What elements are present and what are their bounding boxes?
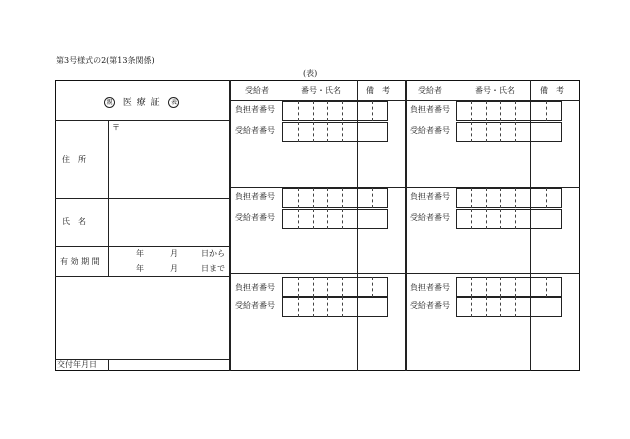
validity-from-month: 月 xyxy=(170,249,178,258)
payer-label: 負担者番号 xyxy=(235,105,275,114)
side-label: (表) xyxy=(303,69,318,78)
recipient-label: 受給者番号 xyxy=(235,301,275,310)
payer-label: 負担者番号 xyxy=(235,192,275,201)
suffix-mark: 表 xyxy=(168,97,179,108)
col-recipient: 受給者 xyxy=(245,86,269,95)
address-label: 住 所 xyxy=(62,155,86,164)
col-remarks: 備 考 xyxy=(366,86,390,95)
payer-label: 負担者番号 xyxy=(410,105,450,114)
col-number-name: 番号・氏名 xyxy=(301,86,341,95)
validity-from-day: 日から xyxy=(201,249,225,258)
postal-mark: 〒 xyxy=(112,123,120,132)
name-label: 氏 名 xyxy=(62,217,86,226)
col-remarks: 備 考 xyxy=(540,86,564,95)
issue-date-label: 交付年月日 xyxy=(57,360,97,369)
validity-to-month: 月 xyxy=(170,264,178,273)
certificate-name: 医 療 証 xyxy=(122,98,161,108)
col-number-name: 番号・氏名 xyxy=(475,86,515,95)
recipient-label: 受給者番号 xyxy=(410,213,450,222)
col-recipient: 受給者 xyxy=(418,86,442,95)
prefix-mark: 親 xyxy=(104,97,115,108)
recipient-label: 受給者番号 xyxy=(235,213,275,222)
certificate-title xyxy=(104,97,179,108)
payer-label: 負担者番号 xyxy=(410,283,450,292)
validity-label: 有 効 期 間 xyxy=(60,257,100,266)
validity-to-day: 日まで xyxy=(201,264,225,273)
recipient-label: 受給者番号 xyxy=(410,126,450,135)
payer-label: 負担者番号 xyxy=(410,192,450,201)
validity-from-year: 年 xyxy=(136,249,144,258)
validity-to-year: 年 xyxy=(136,264,144,273)
recipient-label: 受給者番号 xyxy=(410,301,450,310)
recipient-label: 受給者番号 xyxy=(235,126,275,135)
payer-label: 負担者番号 xyxy=(235,283,275,292)
form-number: 第3号様式の2(第13条関係) xyxy=(56,56,155,65)
